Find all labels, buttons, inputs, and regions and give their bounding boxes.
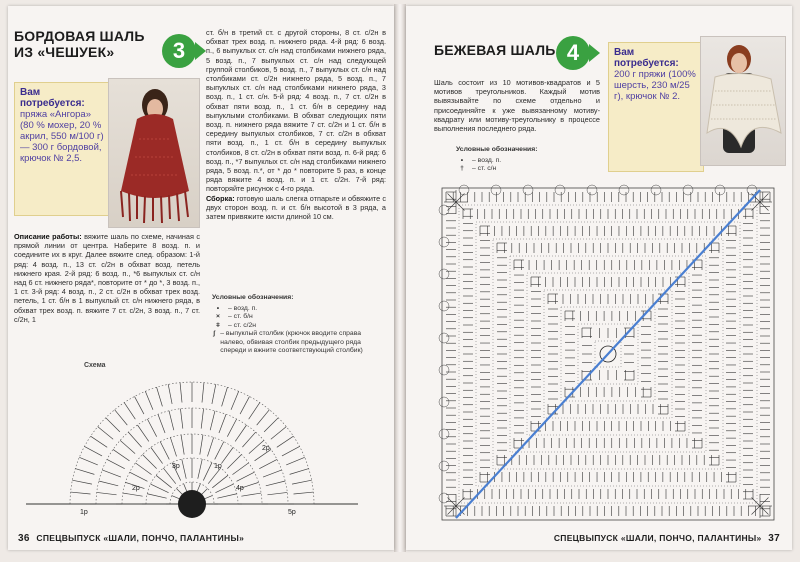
motif-border-loop (439, 237, 449, 247)
motif-border-loop (587, 185, 597, 195)
chart-stitch (202, 383, 204, 403)
chart-stitch (107, 459, 125, 468)
chart-stitch (227, 455, 241, 469)
chart-stitch (160, 442, 169, 460)
left-page-number: 36 (18, 533, 30, 544)
motif-corner-stitch (456, 202, 464, 210)
right-page (406, 6, 792, 550)
shawl-number-badge (556, 36, 590, 70)
chart-stitch (290, 469, 309, 475)
motif-corner-stitch (752, 498, 760, 506)
instructions-column-1 (14, 232, 200, 324)
chart-stitch (263, 470, 282, 477)
chart-stitch (222, 387, 228, 406)
left-title (14, 28, 145, 60)
chart-stitch (147, 494, 166, 498)
chart-stitch (208, 468, 220, 484)
chart-center-badge (178, 490, 206, 518)
chart-stitch (267, 492, 287, 494)
chart-row-label: 2р (262, 445, 270, 452)
left-footer-text: СПЕЦВЫПУСК «ШАЛИ, ПОНЧО, ПАЛАНТИНЫ» (36, 533, 245, 543)
chart-stitch (231, 391, 239, 409)
chart-stitch (128, 432, 141, 447)
motif-border-loop (439, 365, 449, 375)
shawl-photo (108, 78, 200, 228)
chart-stitch (169, 411, 174, 430)
work-description-label: Описание работы: (14, 232, 82, 241)
legend-item: ǂ – ст. с/2н (216, 321, 257, 329)
chart-label: Схема (84, 362, 106, 369)
left-page (8, 6, 394, 550)
chart-stitch (294, 492, 314, 494)
column2-text: ст. б/н в третий ст. с другой стороны, 8 ст. с/2н в обхват трех возд. п. нижнего ряда. 4-й ряд: 6 возд. п., 6 выпуклых ст. с/н над столбиками нижнего ряда, 5 возд. п., 7 выпуклых ст. с/н над следующей группой столбиков, 5 возд. п., 7 выпуклых ст. с/н над столбиками ст. с/2н нижнего ряда, 5 возд. п., 7 выпуклых ст. с/н над столбиками нижнего ряда, 3 возд. п., 1 ст. с/н. 5-й ряд: 4 возд. п., 7 ст. с/2н в обхват пяти возд. п., 1 ст. б/н в середину над выпуклыми столбиками. В обхват следующих пяти возд. п. нижнего ряда вяжите 7 ст. с/2н и 1 ст. б/н в середину выпуклых столбиков, 7 ст. с/2н в обхват пяти возд. п., 1 ст. б/н в середину выпуклых столбиков, 8 ст. с/2н в обхват пяти возд. п. 6-й ряд: 6 возд. п., *7 выпуклых ст. с/н над столбиками нижнего ряда, 5 возд. п.*, от * до * повторите 5 раз, в конце ряда вяжите 4 возд. п. и 1 ст. с/2н. 7-й ряд: повторяйте рисунок с 4-го ряда. (206, 28, 386, 194)
shawl-number-badge (162, 34, 196, 68)
chart-stitch (277, 436, 294, 447)
chart-stitch (240, 396, 249, 414)
motif-border-loop (439, 301, 449, 311)
chart-stitch (242, 432, 255, 447)
chart-stitch (217, 494, 236, 498)
chart-stitch (219, 414, 226, 433)
motif-border-loop (439, 461, 449, 471)
chart-stitch (99, 481, 118, 486)
chart-stitch (212, 475, 228, 487)
left-title-line1: БОРДОВАЯ ШАЛЬ (14, 28, 145, 44)
motif-border-loop (439, 333, 449, 343)
chart-stitch (97, 492, 117, 494)
chart-stitch (221, 447, 233, 463)
assembly-label: Сборка: (206, 193, 235, 203)
materials-heading: Вам потребуется: (20, 87, 85, 109)
chart-stitch (102, 470, 121, 477)
intro-text: Шаль состоит из 10 мотивов-квадратов и 5 мотивов треугольников. Каждый мотив вывязывайте по схеме отдельно и присоединяйте к уже вывязанному мотиву-квадрату или мотиву-треугольнику в процессе выполнения последнего ряда. (434, 78, 600, 134)
legend-item: • – возд. п. (216, 304, 258, 312)
chart-stitch (113, 449, 129, 460)
motif-corner-stitch (448, 506, 456, 514)
chart-stitch (210, 411, 215, 430)
chart-stitch (200, 435, 203, 455)
badge-number: 4 (566, 40, 580, 65)
chart-stitch (241, 493, 261, 496)
instructions-column-2 (206, 28, 386, 221)
motif-corner-stitch (456, 498, 464, 506)
chart-stitch (264, 418, 278, 432)
materials-text: пряжа «Ангора» (80 % мохер, 20 % акрил, 550 м/100 г) — 300 г бордовой, крючок № 2,5. (20, 109, 104, 164)
chart-stitch (158, 414, 165, 433)
chart-stitch (237, 472, 255, 481)
chart-stitch (207, 437, 213, 456)
assembly-text: готовую шаль слегка отпарьте и обвяжите с двух сторон возд. п. и ст. б/н высотой в 3 ряда, а затем привяжите кисти длиной 10 см. (206, 193, 386, 222)
chart-stitch (180, 383, 182, 403)
chart-stitch (180, 409, 182, 429)
chart-stitch (120, 440, 135, 453)
chart-stitch (201, 409, 203, 429)
materials-box (608, 42, 704, 172)
chart-stitch (259, 459, 277, 468)
chart-stitch (203, 463, 212, 481)
chart-stitch (163, 468, 175, 484)
legend-item: † – ст. с/н (460, 165, 497, 172)
chart-stitch (235, 425, 246, 441)
chart-row-label: 3р (172, 463, 180, 470)
right-footer-text: СПЕЦВЫПУСК «ШАЛИ, ПОНЧО, ПАЛАНТИНЫ» (553, 533, 762, 543)
chart-stitch (71, 492, 91, 494)
right-title: БЕЖЕВАЯ ШАЛЬ (434, 42, 556, 58)
chart-stitch (75, 469, 94, 475)
chart-stitch (286, 457, 304, 465)
materials-box (14, 82, 112, 216)
chart-stitch (157, 387, 163, 406)
chart-stitch (249, 403, 260, 420)
motif-border-loop (439, 397, 449, 407)
chart-row-label: 4р (236, 485, 244, 492)
chart-stitch (147, 419, 156, 437)
chart-stitch (135, 463, 151, 475)
legend-item: • – возд. п. (460, 156, 502, 164)
chart-stitch (137, 425, 148, 441)
right-legend (456, 146, 576, 174)
right-footer (554, 533, 784, 544)
left-legend (212, 294, 372, 356)
chart-stitch (181, 435, 184, 455)
chart-row-label: 2р (132, 485, 140, 492)
shawl-photo (700, 36, 786, 166)
chart-stitch (143, 455, 157, 469)
legend-item: ʃ – выпуклый столбик (крючок вводите справа налево, обвивая столбик предыдущего ряда спереди и вжните соответствующий столбик) (212, 330, 363, 354)
chart-stitch (232, 463, 248, 475)
chart-stitch (134, 396, 143, 414)
chart-stitch (227, 419, 236, 437)
chart-stitch (266, 481, 285, 486)
left-footer (14, 533, 244, 544)
chart-row-label: 5р (288, 509, 296, 516)
chart-row-label: 1р (214, 463, 222, 470)
chart-stitch (292, 480, 312, 484)
legend-title: Условные обозначения: (212, 294, 294, 301)
half-circle-crochet-chart (22, 372, 382, 522)
motif-border-loop (683, 185, 693, 195)
badge-arrow-icon (589, 44, 600, 62)
chart-stitch (72, 480, 92, 484)
motif-corner-stitch (760, 506, 768, 514)
chart-stitch (79, 457, 97, 465)
motif-border-loop (439, 493, 449, 503)
motif-border-loop (523, 185, 533, 195)
motif-border-loop (439, 205, 449, 215)
right-page-number: 37 (768, 533, 780, 544)
motif-border-loop (439, 429, 449, 439)
legend-item: × – ст. б/н (216, 313, 253, 320)
motif-corner-stitch (760, 194, 768, 202)
chart-stitch (124, 403, 135, 420)
chart-stitch (123, 493, 143, 496)
chart-stitch (156, 475, 172, 487)
square-motif-crochet-chart (436, 182, 780, 526)
left-title-line2: ИЗ «ЧЕШУЕК» (14, 44, 115, 60)
motif-border-loop (651, 185, 661, 195)
chart-stitch (271, 427, 286, 440)
chart-stitch (168, 384, 172, 404)
chart-stitch (212, 384, 216, 404)
work-description-text: вяжите шаль по схеме, начиная с прямой линии от центра. Наберите 8 возд. п. и соедините их в круг. Далее вяжите след. образом: 1-й ряд: 4 возд. п., 13 ст. с/2н в обхват возд. петель нижнего края. 2-й ряд: 6 возд. п., *6 выпуклых ст. с/н над 6 ст. нижнего ряда*, повторите от * до *, 3 возд. п., 1 ст. 3-й ряд: 4 возд. п., 2 ст. с/2н в обхват трех возд. петель, 1 ст. б/н в 1 выпуклый ст. с/н нижнего ряда, в обхват трех возд. п. вяжите 7 ст. с/2н, 3 возд. п., 7 ст. с/2н, 1 (14, 232, 200, 324)
chart-stitch (198, 459, 202, 478)
chart-stitch (151, 484, 169, 493)
badge-arrow-icon (195, 42, 206, 60)
motif-corner-stitch (448, 194, 456, 202)
materials-text: 200 г пряжи (100% шерсть, 230 м/25 г), крючок № 2. (614, 69, 696, 102)
chart-stitch (130, 472, 148, 481)
chart-stitch (151, 447, 163, 463)
chart-stitch (182, 459, 186, 478)
motif-border-loop (439, 269, 449, 279)
chart-stitch (106, 418, 120, 432)
chart-stitch (282, 446, 300, 455)
motif-border-loop (459, 185, 469, 195)
motif-corner-stitch (752, 202, 760, 210)
legend-title: Условные обозначения: (456, 146, 538, 153)
motif-border-loop (491, 185, 501, 195)
beige-shawl-image (701, 37, 785, 165)
motif-border-loop (715, 185, 725, 195)
chart-stitch (145, 391, 153, 409)
chart-stitch (91, 436, 108, 447)
badge-number: 3 (172, 38, 186, 63)
motif-border-loop (555, 185, 565, 195)
page-gutter (394, 4, 406, 552)
materials-heading: Вам потребуется: (614, 47, 679, 69)
chart-stitch (170, 437, 176, 456)
chart-stitch (215, 484, 233, 493)
chart-stitch (84, 446, 102, 455)
burgundy-shawl-image (109, 79, 199, 227)
motif-border-loop (619, 185, 629, 195)
chart-stitch (257, 410, 270, 425)
chart-stitch (115, 410, 128, 425)
chart-stitch (98, 427, 113, 440)
chart-stitch (215, 442, 224, 460)
chart-row-label: 1р (80, 509, 88, 516)
